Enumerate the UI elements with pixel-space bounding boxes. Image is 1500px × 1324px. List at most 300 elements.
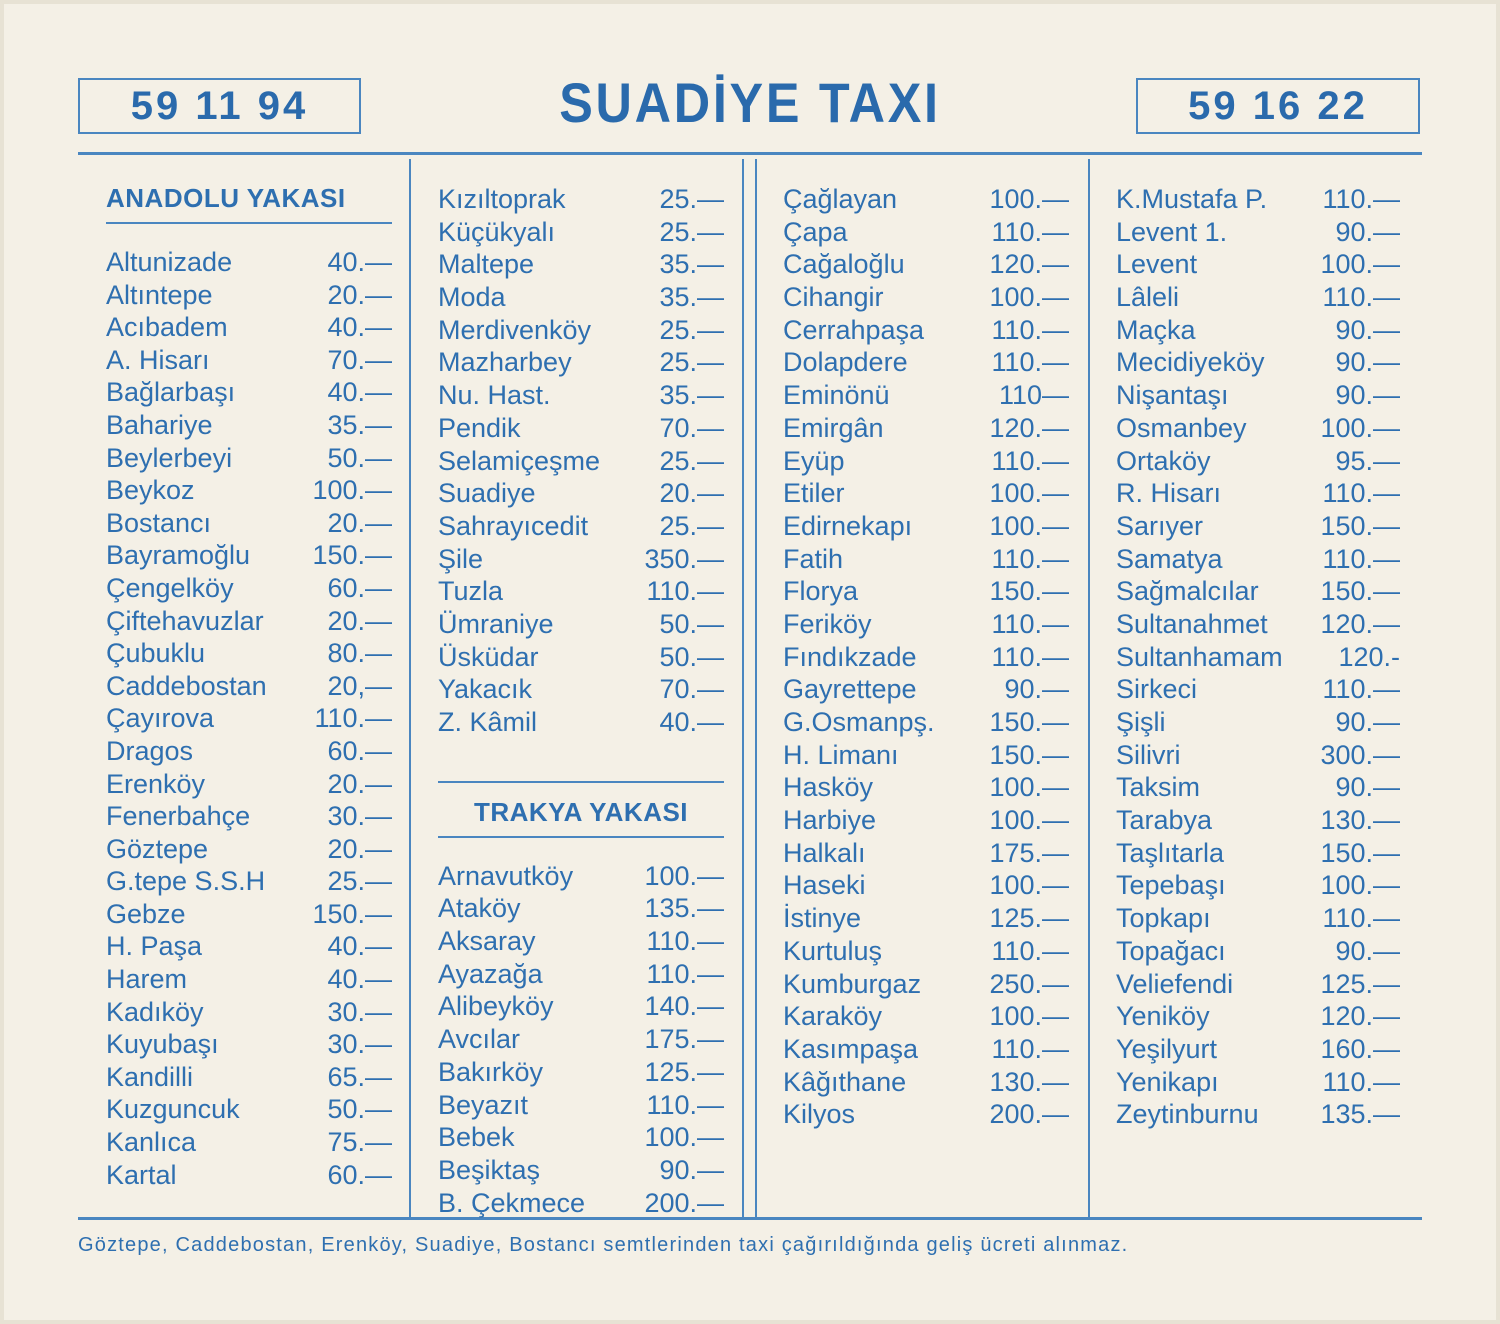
fare-row (783, 543, 1069, 576)
fare-price: 40.— (327, 964, 392, 995)
district-name: Caddebostan (106, 670, 267, 701)
district-name: Gebze (106, 898, 186, 929)
fare-price: 20.— (327, 768, 392, 799)
fare-price: 40.— (327, 931, 392, 962)
fare-row (1116, 968, 1400, 1001)
fare-row (438, 379, 724, 412)
fare-price: 110.— (991, 216, 1069, 247)
fare-row (1116, 804, 1400, 837)
district-name: Tuzla (438, 576, 504, 607)
fare-price: 110.— (1322, 184, 1400, 214)
fare-row (438, 641, 724, 674)
fare-price: 110.— (991, 314, 1069, 345)
fare-price: 90.— (1335, 380, 1400, 411)
fare-row (438, 608, 724, 641)
fare-price: 110.— (1322, 478, 1400, 509)
fare-price: 150.— (989, 576, 1069, 607)
district-name: Kasımpaşa (783, 1033, 919, 1064)
district-name: Şişli (1116, 707, 1166, 737)
district-name: Topkapı (1116, 903, 1211, 934)
fare-row (783, 183, 1069, 216)
fare-price: 65.— (327, 1061, 392, 1092)
fare-row (106, 1028, 392, 1061)
fare-row (106, 279, 392, 312)
fare-price: 120.— (1320, 1001, 1400, 1032)
fare-price: 110.— (646, 576, 724, 607)
fare-row (1116, 543, 1400, 576)
district-name: Aksaray (438, 926, 536, 957)
district-name: Edirnekapı (783, 510, 913, 541)
fare-price: 135.— (1320, 1099, 1400, 1130)
fare-price: 250.— (989, 968, 1069, 999)
fare-price: 130.— (989, 1066, 1069, 1097)
district-name: Sahrayıcedit (438, 510, 589, 541)
fare-price: 25.— (659, 184, 724, 214)
district-name: Ortaköy (1116, 445, 1211, 476)
fare-price: 110.— (991, 445, 1069, 476)
fare-price: 20.— (327, 279, 392, 310)
fare-row (438, 860, 724, 893)
district-name: Merdivenköy (438, 314, 592, 345)
district-name: Yenikapı (1116, 1066, 1219, 1097)
fare-price: 40.— (327, 247, 392, 277)
fare-row (783, 314, 1069, 347)
fare-row (783, 346, 1069, 379)
district-name: Çengelköy (106, 572, 234, 603)
fare-price: 70.— (659, 674, 724, 705)
fare-price: 150.— (312, 898, 392, 929)
fare-price: 20.— (659, 478, 724, 509)
district-name: Nu. Hast. (438, 380, 551, 411)
fare-row (106, 963, 392, 996)
fare-price: 150.— (989, 707, 1069, 737)
fare-row (438, 314, 724, 347)
fare-price: 100.— (644, 860, 724, 891)
district-name: Samatya (1116, 543, 1223, 574)
fare-price: 140.— (644, 991, 724, 1022)
fare-price: 90.— (1335, 772, 1400, 803)
fare-row (106, 539, 392, 572)
fare-price: 95.— (1335, 445, 1400, 476)
fare-row (438, 1023, 724, 1056)
fare-row (783, 248, 1069, 281)
fare-row (106, 898, 392, 931)
fare-price: 150.— (1320, 576, 1400, 607)
fare-table (78, 152, 1422, 1220)
district-name: Selamiçeşme (438, 445, 601, 476)
fare-row (783, 1033, 1069, 1066)
district-name: Taksim (1116, 772, 1201, 803)
fare-row (106, 637, 392, 670)
fare-row (1116, 1033, 1400, 1066)
district-name: Erenköy (106, 768, 206, 799)
district-name: Kanlıca (106, 1127, 197, 1158)
district-name: Fındıkzade (783, 641, 917, 672)
fare-price: 80.— (327, 638, 392, 669)
district-name: B. Çekmece (438, 1187, 586, 1218)
fare-row (783, 673, 1069, 706)
fare-price: 120.— (989, 412, 1069, 443)
district-name: Çubuklu (106, 638, 206, 669)
district-name: Kuyubaşı (106, 1029, 219, 1060)
district-name: Acıbadem (106, 312, 228, 343)
fare-price: 70.— (327, 344, 392, 375)
fare-price: 110.— (991, 543, 1069, 574)
fare-row (1116, 412, 1400, 445)
fare-price: 35.— (659, 380, 724, 411)
fare-row (783, 477, 1069, 510)
fare-price: 125.— (644, 1056, 724, 1087)
district-name: Kurtuluş (783, 935, 883, 966)
fare-price: 175.— (989, 837, 1069, 868)
fare-price: 25.— (659, 510, 724, 541)
section-heading-anadolu: ANADOLU YAKASI (106, 183, 392, 224)
fare-row (1116, 608, 1400, 641)
fare-price: 110.— (1322, 674, 1400, 705)
fare-row (106, 800, 392, 833)
fare-price: 50.— (659, 641, 724, 672)
district-name: Tepebaşı (1116, 870, 1226, 901)
fare-row (783, 281, 1069, 314)
fare-price: 40.— (327, 377, 392, 408)
fare-price: 100.— (989, 184, 1069, 214)
district-name: Silivri (1116, 739, 1181, 770)
fare-row (106, 930, 392, 963)
fare-row (438, 543, 724, 576)
fare-price: 30.— (327, 801, 392, 832)
district-name: Ataköy (438, 893, 521, 924)
fare-row (106, 670, 392, 703)
column-divider (742, 159, 744, 1217)
fare-row (106, 702, 392, 735)
fare-row (1116, 706, 1400, 739)
district-name: H. Paşa (106, 931, 203, 962)
district-name: Fenerbahçe (106, 801, 251, 832)
fare-price: 90.— (1335, 314, 1400, 345)
district-name: Karaköy (783, 1001, 883, 1032)
district-name: Beyazıt (438, 1089, 529, 1120)
fare-row (106, 605, 392, 638)
fare-price: 60.— (327, 572, 392, 603)
district-name: Pendik (438, 412, 521, 443)
district-name: Üsküdar (438, 641, 539, 672)
district-name: Sağmalcılar (1116, 576, 1259, 607)
district-name: Bağlarbaşı (106, 377, 236, 408)
fare-row (438, 1121, 724, 1154)
fare-row (438, 1154, 724, 1187)
fare-price: 100.— (644, 1122, 724, 1153)
fare-price: 40.— (659, 707, 724, 737)
fare-row (1116, 771, 1400, 804)
district-name: Bahariye (106, 409, 213, 440)
fare-price: 35.— (659, 282, 724, 313)
fare-price: 110.— (991, 1033, 1069, 1064)
district-name: Beşiktaş (438, 1154, 541, 1185)
district-name: Yeşilyurt (1116, 1033, 1218, 1064)
district-name: Veliefendi (1116, 968, 1234, 999)
district-name: Florya (783, 576, 859, 607)
phone-number-right: 59 16 22 (1136, 78, 1420, 134)
fare-price: 100.— (989, 805, 1069, 836)
fare-price: 35.— (327, 409, 392, 440)
fare-price: 110.— (646, 926, 724, 957)
fare-row (438, 1187, 724, 1220)
district-name: Kartal (106, 1159, 177, 1190)
fare-price: 90.— (1335, 347, 1400, 378)
district-name: Bebek (438, 1122, 515, 1153)
fare-price: 100.— (989, 1001, 1069, 1032)
fare-row (438, 958, 724, 991)
column-divider (755, 159, 757, 1217)
district-name: Küçükyalı (438, 216, 556, 247)
fare-price: 90.— (1004, 674, 1069, 705)
fare-price: 110.— (1322, 543, 1400, 574)
fare-row (1116, 216, 1400, 249)
district-name: Zeytinburnu (1116, 1099, 1259, 1130)
fare-row (438, 990, 724, 1023)
fare-row (1116, 1000, 1400, 1033)
fare-price: 125.— (989, 903, 1069, 934)
fare-row (783, 1098, 1069, 1131)
district-name: Bayramoğlu (106, 540, 251, 571)
district-name: Taşlıtarla (1116, 837, 1225, 868)
district-name: Dragos (106, 735, 194, 766)
fare-row (438, 477, 724, 510)
fare-price: 110.— (991, 608, 1069, 639)
fare-price: 125.— (1320, 968, 1400, 999)
fare-price: 30.— (327, 1029, 392, 1060)
district-name: Harem (106, 964, 188, 995)
district-name: R. Hisarı (1116, 478, 1222, 509)
fare-row (783, 739, 1069, 772)
fare-row (783, 869, 1069, 902)
fare-row (438, 216, 724, 249)
column-anadolu-1 (106, 183, 392, 1191)
fare-price: 70.— (659, 412, 724, 443)
fare-price: 150.— (989, 739, 1069, 770)
fare-price: 110.— (314, 703, 392, 734)
fare-price: 100.— (989, 772, 1069, 803)
district-name: Çağlayan (783, 184, 898, 214)
district-name: Yeniköy (1116, 1001, 1210, 1032)
district-name: Dolapdere (783, 347, 908, 378)
fare-row (438, 248, 724, 281)
fare-row (438, 1089, 724, 1122)
column-divider (1088, 159, 1090, 1217)
district-name: Kumburgaz (783, 968, 922, 999)
fare-row (438, 445, 724, 478)
district-name: Ümraniye (438, 608, 554, 639)
district-name: Çapa (783, 216, 848, 247)
fare-row (783, 412, 1069, 445)
fare-row (783, 1000, 1069, 1033)
fare-price: 150.— (312, 540, 392, 571)
fare-price: 120.— (1320, 608, 1400, 639)
district-name: Osmanbey (1116, 412, 1247, 443)
fare-row (1116, 902, 1400, 935)
fare-row (783, 706, 1069, 739)
fare-row (106, 1061, 392, 1094)
fare-row (106, 344, 392, 377)
fare-price: 20.— (327, 507, 392, 538)
district-name: Kilyos (783, 1099, 856, 1130)
fare-price: 110— (998, 380, 1069, 411)
district-name: Ayazağa (438, 958, 543, 989)
fare-row (1116, 1066, 1400, 1099)
district-name: Fatih (783, 543, 844, 574)
section-heading-trakya: TRAKYA YAKASI (438, 781, 724, 838)
district-name: Kuzguncuk (106, 1094, 240, 1125)
column-trakya-1 (783, 183, 1069, 1131)
district-name: Topağacı (1116, 935, 1226, 966)
fare-row (106, 376, 392, 409)
fare-price: 60.— (327, 1159, 392, 1190)
fare-row (106, 1159, 392, 1192)
fare-row (783, 445, 1069, 478)
fare-row (1116, 575, 1400, 608)
district-name: A. Hisarı (106, 344, 210, 375)
fare-price: 75.— (327, 1127, 392, 1158)
fare-row (1116, 935, 1400, 968)
fare-row (438, 575, 724, 608)
fare-price: 90.— (1335, 707, 1400, 737)
fare-row (783, 771, 1069, 804)
section-trakya (438, 781, 724, 1220)
district-name: Kadıköy (106, 996, 204, 1027)
fare-row (1116, 445, 1400, 478)
fare-row (106, 507, 392, 540)
fare-row (1116, 379, 1400, 412)
fare-row (1116, 183, 1400, 216)
fare-price: 300.— (1320, 739, 1400, 770)
fare-row (106, 474, 392, 507)
fare-price: 110.— (646, 1089, 724, 1120)
fare-price: 40.— (327, 312, 392, 343)
fare-price: 60.— (327, 735, 392, 766)
fare-row (783, 379, 1069, 412)
fare-row (438, 183, 724, 216)
fare-row (438, 673, 724, 706)
district-name: Bakırköy (438, 1056, 544, 1087)
column-anadolu-2 (438, 183, 724, 1219)
district-name: Şile (438, 543, 484, 574)
fare-price: 200.— (989, 1099, 1069, 1130)
fare-row (438, 706, 724, 739)
column-trakya-2 (1116, 183, 1400, 1131)
district-name: K.Mustafa P. (1116, 184, 1268, 214)
fare-price: 100.— (312, 475, 392, 506)
fare-price: 100.— (989, 870, 1069, 901)
fare-row (1116, 346, 1400, 379)
fare-price: 20.— (327, 605, 392, 636)
fare-row (106, 442, 392, 475)
fare-price: 110.— (1322, 903, 1400, 934)
fare-price: 25.— (659, 314, 724, 345)
fare-price: 100.— (989, 510, 1069, 541)
fare-row (106, 768, 392, 801)
footer-note: Göztepe, Caddebostan, Erenköy, Suadiye, Bostancı semtlerinden taxi çağırıldığında geliş ücreti alınmaz. (78, 1234, 1129, 1256)
district-name: Levent 1. (1116, 216, 1228, 247)
fare-price: 50.— (327, 1094, 392, 1125)
fare-row (106, 311, 392, 344)
district-name: G.Osmanpş. (783, 707, 935, 737)
fare-row (1116, 281, 1400, 314)
district-name: Hasköy (783, 772, 874, 803)
fare-row (106, 572, 392, 605)
fare-row (106, 833, 392, 866)
fare-row (1116, 641, 1400, 674)
district-name: Emirgân (783, 412, 884, 443)
fare-row (1116, 1098, 1400, 1131)
district-name: Avcılar (438, 1024, 521, 1055)
district-name: Alibeyköy (438, 991, 554, 1022)
district-name: Cerrahpaşa (783, 314, 925, 345)
fare-price: 110.— (991, 935, 1069, 966)
district-name: Sultanhamam (1116, 641, 1283, 672)
fare-row (106, 735, 392, 768)
fare-row (438, 892, 724, 925)
fare-row (106, 1093, 392, 1126)
district-name: Kâğıthane (783, 1066, 907, 1097)
fare-row (783, 902, 1069, 935)
fare-price: 25.— (327, 866, 392, 897)
district-name: Sarıyer (1116, 510, 1204, 541)
district-name: Moda (438, 282, 506, 313)
district-name: Eyüp (783, 445, 845, 476)
district-name: Mecidiyeköy (1116, 347, 1265, 378)
district-name: G.tepe S.S.H (106, 866, 266, 897)
fare-row (438, 346, 724, 379)
district-name: H. Limanı (783, 739, 899, 770)
district-name: Levent (1116, 249, 1198, 280)
fare-price: 35.— (659, 249, 724, 280)
district-name: Arnavutköy (438, 860, 574, 891)
fare-price: 110.— (1322, 1066, 1400, 1097)
fare-price: 90.— (1335, 935, 1400, 966)
fare-price: 130.— (1320, 805, 1400, 836)
district-name: Kandilli (106, 1061, 194, 1092)
district-name: Bostancı (106, 507, 212, 538)
fare-row (438, 412, 724, 445)
district-name: Sultanahmet (1116, 608, 1268, 639)
fare-row (438, 1056, 724, 1089)
fare-price: 200.— (644, 1187, 724, 1218)
fare-price: 110.— (991, 641, 1069, 672)
fare-row (1116, 510, 1400, 543)
district-name: Suadiye (438, 478, 536, 509)
column-divider (409, 159, 411, 1217)
phone-number-left: 59 11 94 (78, 78, 361, 134)
district-name: Cihangir (783, 282, 884, 313)
district-name: Çayırova (106, 703, 215, 734)
district-name: Sirkeci (1116, 674, 1198, 705)
fare-row (783, 641, 1069, 674)
fare-row (1116, 869, 1400, 902)
district-name: Haseki (783, 870, 866, 901)
fare-price: 100.— (989, 478, 1069, 509)
fare-row (783, 510, 1069, 543)
fare-price: 50.— (327, 442, 392, 473)
fare-row (783, 608, 1069, 641)
fare-price: 100.— (1320, 249, 1400, 280)
district-name: Etiler (783, 478, 845, 509)
fare-row (1116, 673, 1400, 706)
fare-price: 110.— (991, 347, 1069, 378)
district-name: Z. Kâmil (438, 707, 538, 737)
district-name: Lâleli (1116, 282, 1180, 313)
fare-row (1116, 248, 1400, 281)
fare-row (106, 996, 392, 1029)
